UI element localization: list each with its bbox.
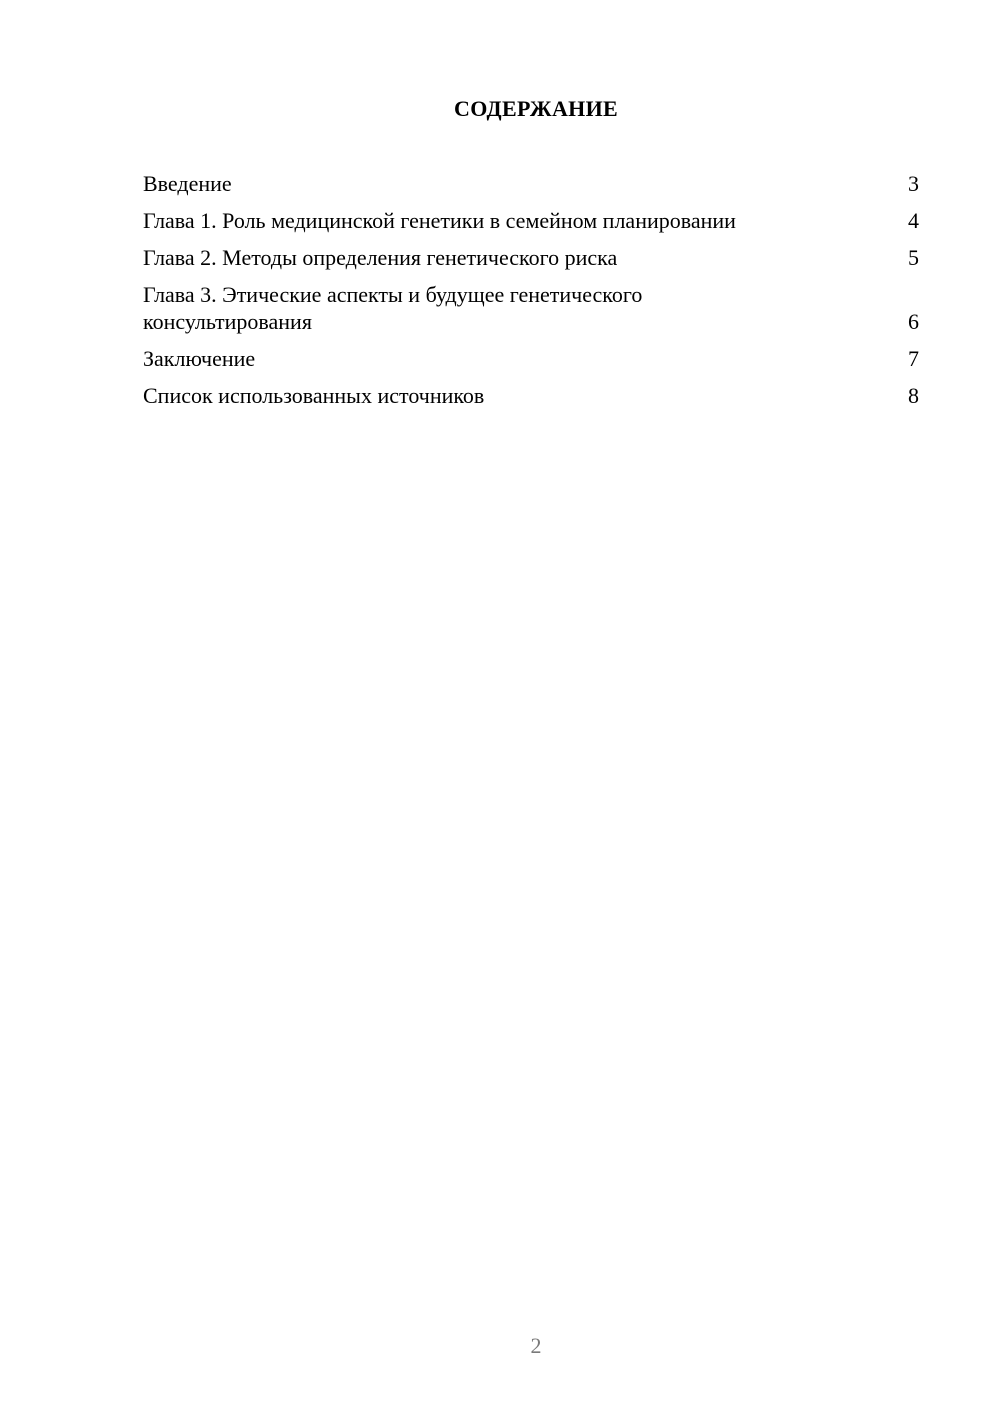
toc-entry-page: 8 [908,383,919,408]
toc-entry-label: Введение [143,171,232,196]
toc-entry-page: 7 [908,346,919,371]
toc-entry-conclusion [143,345,919,372]
toc-entry-introduction [143,170,919,197]
toc-entry-page: 5 [908,245,919,270]
toc-entry-label: Список использованных источников [143,383,485,408]
toc-entry-chapter-2 [143,244,919,271]
toc-entry-page: 3 [908,171,919,196]
toc-entry-label: Глава 3. Этические аспекты и будущее генетического консультирования [143,282,643,334]
page-number: 2 [530,1333,542,1358]
toc-entry-chapter-3 [143,281,919,335]
page-title: СОДЕРЖАНИЕ [454,96,618,121]
toc-entry-references [143,382,919,409]
toc-entry-label: Глава 1. Роль медицинской генетики в семейном планировании [143,208,736,233]
table-of-contents [143,170,919,419]
toc-entry-page: 4 [908,208,919,233]
toc-entry-label: Заключение [143,346,256,371]
toc-entry-page: 6 [908,309,919,334]
toc-entry-chapter-1 [143,207,919,234]
toc-entry-label: Глава 2. Методы определения генетического риска [143,245,618,270]
